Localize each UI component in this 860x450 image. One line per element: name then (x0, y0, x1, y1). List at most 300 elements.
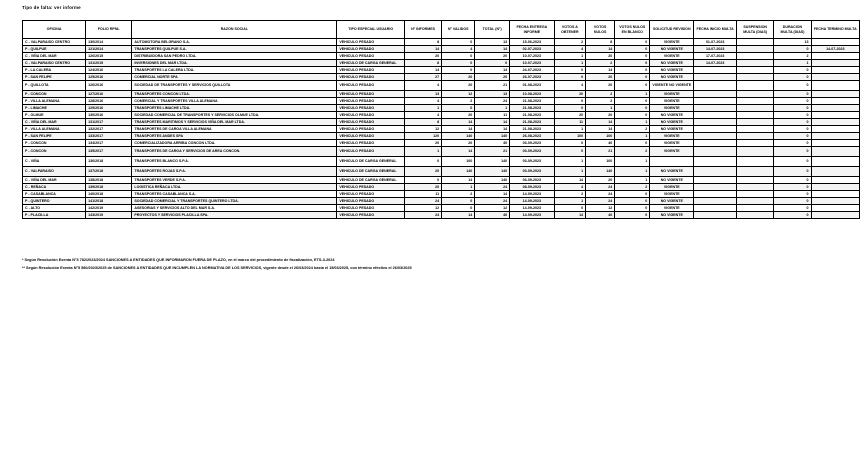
table-cell: 1 (554, 53, 585, 60)
table-cell: 14 (475, 191, 510, 198)
column-header: TOTAL (N°) (475, 21, 510, 39)
table-cell: 140 (442, 133, 475, 140)
table-cell: 140/2018 (86, 191, 132, 198)
table-cell: 12 (475, 205, 510, 212)
table-cell (694, 191, 737, 198)
table-cell: DISTRIBUIDORA SAN PEDRO LTDA. (132, 53, 337, 60)
table-cell (811, 140, 859, 147)
table-cell (694, 212, 737, 219)
table-cell (736, 167, 773, 177)
table-cell: 1 (554, 167, 585, 177)
table-cell (811, 112, 859, 119)
table-cell: 10-07-2023 (510, 60, 555, 67)
table-cell: VEHICULO PESADO (337, 198, 405, 205)
table-cell (736, 46, 773, 53)
table-row (23, 167, 860, 177)
table-cell: NO VIGENTE (650, 119, 694, 126)
table-row (23, 177, 860, 184)
table-cell: 03-09-2023 (510, 147, 555, 157)
table-cell: 21 (586, 147, 615, 157)
table-cell: 0 (615, 112, 650, 119)
table-row (23, 147, 860, 157)
table-cell: 0 (774, 46, 811, 53)
table-cell: 20 (405, 167, 442, 177)
table-cell: 1 (405, 105, 442, 112)
table-cell: VIGENTE (650, 105, 694, 112)
table-cell: 0 (405, 177, 442, 184)
table-cell: 141/2018 (86, 198, 132, 205)
table-cell (736, 67, 773, 74)
table-cell: C - VIÑA DEL MAR (23, 177, 86, 184)
table-cell: 01-07-2023 (694, 39, 737, 46)
table-row (23, 105, 860, 112)
table-cell: NO VIGENTE (650, 112, 694, 119)
table-cell: P - OLMUE (23, 112, 86, 119)
table-cell: 1 (554, 126, 585, 133)
table-cell: 0 (442, 198, 475, 205)
table-cell: 14 (442, 212, 475, 219)
column-header: VOTOS A OBTENER (554, 21, 585, 39)
table-cell: 21 (475, 147, 510, 157)
table-cell: P - VILLA ALEMANA (23, 98, 86, 105)
table-cell: VEHICULO PESADO (337, 67, 405, 74)
column-header: N° VALIDOS (442, 21, 475, 39)
table-cell: 14 (442, 126, 475, 133)
table-cell: 14 (475, 126, 510, 133)
table-cell (736, 133, 773, 140)
table-cell: VEHICULO PESADO (337, 105, 405, 112)
table-cell: P - CONCON (23, 140, 86, 147)
table-cell: 0 (442, 53, 475, 60)
table-cell: 0 (615, 105, 650, 112)
table-cell: 1 (774, 60, 811, 67)
table-cell: VEHICULO PESADO (337, 119, 405, 126)
table-cell (736, 177, 773, 184)
table-cell: P - SAN FELIPE (23, 74, 86, 81)
table-cell: C - VIÑA DEL MAR (23, 53, 86, 60)
table-cell: 0 (615, 98, 650, 105)
table-cell: 129/2016 (86, 105, 132, 112)
table-cell (694, 105, 737, 112)
table-cell: P - CONCON (23, 147, 86, 157)
table-cell: 10-07-2023 (510, 53, 555, 60)
table-cell: 21-08-2023 (510, 126, 555, 133)
table-cell: NO VIGENTE (650, 198, 694, 205)
table-cell: 121/2014 (86, 46, 132, 53)
table-cell: 8 (405, 39, 442, 46)
table-cell: 135/2017 (86, 147, 132, 157)
table-row (23, 98, 860, 105)
table-cell: 0 (615, 205, 650, 212)
table-cell: 4 (405, 81, 442, 91)
table-cell: 130/2016 (86, 112, 132, 119)
column-header: VOTOS NULOS (586, 21, 615, 39)
table-cell: 131/2015 (86, 60, 132, 67)
table-cell: 14 (586, 126, 615, 133)
table-row (23, 126, 860, 133)
table-cell: 133/2017 (86, 133, 132, 140)
table-cell: VEHICULO DE CARGA GENERAL (337, 60, 405, 67)
table-cell: NO VIGENTE (650, 60, 694, 67)
table-cell: VIGENTE (650, 205, 694, 212)
column-header: N° INFORMES (405, 21, 442, 39)
table-cell: 134/2017 (86, 140, 132, 147)
table-cell (811, 67, 859, 74)
table-cell: 120 (405, 133, 442, 140)
table-cell: 20 (442, 81, 475, 91)
table-cell (811, 91, 859, 98)
table-cell: 0 (554, 140, 585, 147)
table-cell: 14 (475, 67, 510, 74)
table-cell: 13 (405, 91, 442, 98)
table-cell: 14-07-2023 (694, 46, 737, 53)
table-cell: 4 (442, 46, 475, 53)
document-title: Tipo de falta: ver informe (22, 5, 81, 10)
table-cell (736, 39, 773, 46)
table-cell (736, 184, 773, 191)
table-cell: 0 (774, 205, 811, 212)
table-cell: 1 (554, 60, 585, 67)
table-cell: 4 (405, 112, 442, 119)
table-cell: 0 (774, 140, 811, 147)
column-header: TIPO ESPECIAL USUARIO (337, 21, 405, 39)
table-cell (736, 53, 773, 60)
table-cell (736, 98, 773, 105)
table-cell (811, 60, 859, 67)
table-cell: 14 (475, 46, 510, 53)
table-row (23, 81, 860, 91)
table-cell: C - VIÑA DEL MAR (23, 119, 86, 126)
table-cell: NO VIGENTE (650, 74, 694, 81)
table-cell (694, 205, 737, 212)
table-cell: 4 (554, 184, 585, 191)
table-cell (811, 167, 859, 177)
table-cell (811, 184, 859, 191)
table-cell: VEHICULO PESADO (337, 98, 405, 105)
table-cell: 8 (405, 60, 442, 67)
table-cell (811, 53, 859, 60)
table-cell: 137/2018 (86, 167, 132, 177)
table-cell: 11 (554, 119, 585, 126)
table-cell: 0 (442, 67, 475, 74)
table-cell: 0 (615, 191, 650, 198)
table-cell: 0 (405, 157, 442, 167)
table-cell: P - VILLA ALEMANA (23, 126, 86, 133)
table-cell (811, 126, 859, 133)
table-cell (694, 119, 737, 126)
table-cell: VIGENTE (650, 147, 694, 157)
table-cell: 40 (586, 140, 615, 147)
table-cell: 124/2016 (86, 67, 132, 74)
column-header: VOTOS NULOS EN BLANCO (615, 21, 650, 39)
table-cell: 0 (774, 147, 811, 157)
table-cell (736, 91, 773, 98)
table-cell: 0 (774, 67, 811, 74)
table-cell: C - VALPARAISO CENTRO (23, 60, 86, 67)
table-cell: P - QUINTERO (23, 198, 86, 205)
table-cell: 1 (586, 105, 615, 112)
table-cell: 140 (475, 157, 510, 167)
table-row (23, 119, 860, 126)
table-cell: 13 (475, 39, 510, 46)
column-header: FECHA ENTREGA INFORME (510, 21, 555, 39)
table-cell (694, 198, 737, 205)
table-cell: VEHICULO PESADO (337, 212, 405, 219)
table-cell: TRANSPORTES LA CALERA LTDA. (132, 67, 337, 74)
table-cell: 1 (475, 105, 510, 112)
table-cell: 4 (405, 98, 442, 105)
table-cell: 1 (554, 157, 585, 167)
table-cell: P - CASABLANCA (23, 191, 86, 198)
table-cell: 0 (774, 191, 811, 198)
table-cell: 11 (405, 191, 442, 198)
table-cell: 2 (554, 191, 585, 198)
table-cell: COMERCIAL Y TRANSPORTES VILLA ALEMANA (132, 98, 337, 105)
table-cell: 20 (586, 112, 615, 119)
table-cell: NO VIGENTE (650, 167, 694, 177)
table-cell: 14 (405, 67, 442, 74)
table-cell: TRANSPORTES VERDE S.P.A. (132, 177, 337, 184)
table-cell: P - CONCON (23, 91, 86, 98)
table-cell: 0 (774, 81, 811, 91)
table-cell: VEHICULO PESADO (337, 46, 405, 53)
table-cell (694, 126, 737, 133)
table-cell: 14-09-2023 (510, 212, 555, 219)
table-row (23, 212, 860, 219)
table-cell: 125/2016 (86, 74, 132, 81)
table-cell: 130/2014 (86, 39, 132, 46)
table-cell: 0 (774, 112, 811, 119)
table-cell: 138/2018 (86, 177, 132, 184)
table-cell: 20 (442, 74, 475, 81)
column-header: FECHA INICIO MULTA (694, 21, 737, 39)
table-cell: 14 (442, 177, 475, 184)
table-cell: TRANSPORTES LIMACHE LTDA. (132, 105, 337, 112)
table-row (23, 60, 860, 67)
table-cell: 24 (586, 198, 615, 205)
table-cell: 21-08-2023 (510, 119, 555, 126)
table-cell (736, 205, 773, 212)
table-cell: 0 (442, 205, 475, 212)
table-cell: P - QUILPUE (23, 46, 86, 53)
table-cell (811, 191, 859, 198)
table-cell: 10-08-2023 (510, 91, 555, 98)
table-cell (736, 147, 773, 157)
table-cell (694, 112, 737, 119)
table-cell: 0 (615, 67, 650, 74)
table-cell: PROYECTOS Y SERVICIOS PLACILLA SPA. (132, 212, 337, 219)
table-cell: 24 (475, 98, 510, 105)
table-cell (650, 157, 694, 167)
column-header: DURACION MULTA (DIAS) (774, 21, 811, 39)
table-cell: 20 (586, 81, 615, 91)
table-cell: 0 (615, 53, 650, 60)
table-cell: TRANSPORTES DE CARGA VILLA ALEMANA (132, 126, 337, 133)
table-cell: VEHICULO PESADO (337, 91, 405, 98)
table-cell (811, 212, 859, 219)
table-cell: 0 (774, 133, 811, 140)
table-row (23, 67, 860, 74)
table-cell: 1 (615, 167, 650, 177)
table-cell: NO VIGENTE (650, 126, 694, 133)
table-cell: 24 (475, 184, 510, 191)
table-cell: 0 (774, 184, 811, 191)
table-cell: 0 (554, 67, 585, 74)
table-cell (736, 191, 773, 198)
table-cell: 128/2016 (86, 98, 132, 105)
table-cell: VEHICULO PESADO (337, 53, 405, 60)
table-cell (694, 133, 737, 140)
table-cell (694, 98, 737, 105)
table-cell: 2 (442, 98, 475, 105)
table-cell (694, 67, 737, 74)
table-cell (811, 39, 859, 46)
table-cell: TRANSPORTES ROJAS S.P.A. (132, 167, 337, 177)
table-cell (694, 184, 737, 191)
table-cell: TRANSPORTES ANDES SPA (132, 133, 337, 140)
table-cell: 0 (615, 60, 650, 67)
table-cell (694, 91, 737, 98)
table-cell: 100 (442, 157, 475, 167)
table-cell: 0 (554, 205, 585, 212)
table-cell: 24 (475, 198, 510, 205)
table-cell (694, 177, 737, 184)
table-cell: 14 (586, 119, 615, 126)
table-cell (736, 60, 773, 67)
table-cell: VEHICULO PESADO (337, 112, 405, 119)
table-cell: 0 (615, 81, 650, 91)
table-cell: 0 (774, 74, 811, 81)
table-row (23, 198, 860, 205)
table-cell (736, 212, 773, 219)
table-cell: COMERCIAL NORTE SPA (132, 74, 337, 81)
table-cell: 24 (586, 184, 615, 191)
table-cell: 14 (442, 147, 475, 157)
table-cell: 2 (615, 147, 650, 157)
table-cell: 13 (774, 39, 811, 46)
table-cell: 08-09-2023 (510, 184, 555, 191)
table-cell: 136/2018 (86, 157, 132, 167)
table-cell: 21 (475, 81, 510, 91)
table-cell: 0 (774, 212, 811, 219)
table-cell: 26-07-2023 (510, 74, 555, 81)
table-cell: C - ALTO (23, 205, 86, 212)
table-cell: VEHICULO PESADO (337, 81, 405, 91)
table-cell (736, 198, 773, 205)
table-cell: TRANSPORTES CONCON LTDA. (132, 91, 337, 98)
table-cell: VIGENTE (650, 53, 694, 60)
table-cell: 20 (475, 53, 510, 60)
table-cell: 8 (586, 39, 615, 46)
table-cell: 100 (554, 133, 585, 140)
table-cell: 20 (405, 140, 442, 147)
table-cell: P - QUILLOTA (23, 81, 86, 91)
table-cell: C - VALPARAISO CENTRO (23, 39, 86, 46)
table-cell (694, 81, 737, 91)
table-cell: 21-08-2023 (510, 112, 555, 119)
table-row (23, 205, 860, 212)
table-cell: 20 (554, 91, 585, 98)
table-cell: 0 (475, 60, 510, 67)
table-cell: 14 (554, 177, 585, 184)
table-cell: 14 (475, 119, 510, 126)
table-cell: VIGENTE (650, 184, 694, 191)
table-cell: 0 (442, 60, 475, 67)
table-cell: 14 (586, 46, 615, 53)
column-header: SUSPENSION MULTA (DIAS) (736, 21, 773, 39)
table-cell: 2 (615, 184, 650, 191)
table-cell: 8 (405, 119, 442, 126)
table-cell: 132/2017 (86, 126, 132, 133)
table-cell: 0 (554, 147, 585, 157)
table-row (23, 112, 860, 119)
table-cell: 0 (615, 140, 650, 147)
table-cell: TRANSPORTES BLANCO S.P.A. (132, 157, 337, 167)
table-cell: VEHICULO PESADO (337, 184, 405, 191)
table-cell: VEHICULO DE CARGA GENERAL (337, 177, 405, 184)
table-cell: 02-07-2023 (510, 46, 555, 53)
table-cell: TRANSPORTES CASABLANCA S.A. (132, 191, 337, 198)
table-cell: 1 (554, 198, 585, 205)
table-cell: 14-09-2023 (510, 198, 555, 205)
table-cell: 0 (442, 105, 475, 112)
table-cell: TRANSPORTES MARITIMOS Y SERVICIOS VIÑA DEL MAR LTDA. (132, 119, 337, 126)
table-cell: 0 (774, 177, 811, 184)
table-cell (694, 140, 737, 147)
table-row (23, 39, 860, 46)
table-cell: 01-08-2023 (510, 81, 555, 91)
table-cell: VIGENTE NO VIGENTE (650, 81, 694, 91)
table-cell: 24 (586, 191, 615, 198)
table-cell: 139/2018 (86, 184, 132, 191)
table-cell: 0 (774, 105, 811, 112)
table-cell: 03-09-2023 (510, 177, 555, 184)
table-cell: 24 (405, 198, 442, 205)
table-cell: 0 (615, 198, 650, 205)
table-cell: 26-08-2023 (510, 133, 555, 140)
table-cell: VEHICULO PESADO (337, 205, 405, 212)
table-cell: 126/2015 (86, 53, 132, 60)
table-cell: 0 (442, 39, 475, 46)
table-cell: 20 (442, 112, 475, 119)
table-cell (811, 198, 859, 205)
table-cell: TRANSPORTES DE CARGA Y SERVICIOS DE AREA CONCON. (132, 147, 337, 157)
table-cell: 14 (554, 212, 585, 219)
table-cell: 20 (586, 53, 615, 60)
footnotes (22, 256, 412, 272)
table-cell: 1 (615, 157, 650, 167)
table-cell (811, 177, 859, 184)
table-cell: 140 (475, 167, 510, 177)
table-cell: 0 (774, 98, 811, 105)
table-cell: NO VIGENTE (650, 67, 694, 74)
table-cell (736, 112, 773, 119)
table-cell (736, 140, 773, 147)
table-cell: VIGENTE (650, 39, 694, 46)
table-cell: 2 (615, 126, 650, 133)
table-cell: 1 (615, 91, 650, 98)
table-cell: C - REÑACA (23, 184, 86, 191)
table-cell: 14 (442, 119, 475, 126)
table-cell: 40 (586, 212, 615, 219)
table-cell: 0 (615, 212, 650, 219)
table-cell: C - VALPARAISO (23, 167, 86, 177)
table-cell: SOCIEDAD COMERCIAL DE TRANSPORTES Y SERVICIOS OLMUE LTDA. (132, 112, 337, 119)
table-cell: NO VIGENTE (650, 177, 694, 184)
table-cell: 0 (554, 74, 585, 81)
table-cell: 14 (586, 67, 615, 74)
table-cell: VEHICULO PESADO (337, 39, 405, 46)
